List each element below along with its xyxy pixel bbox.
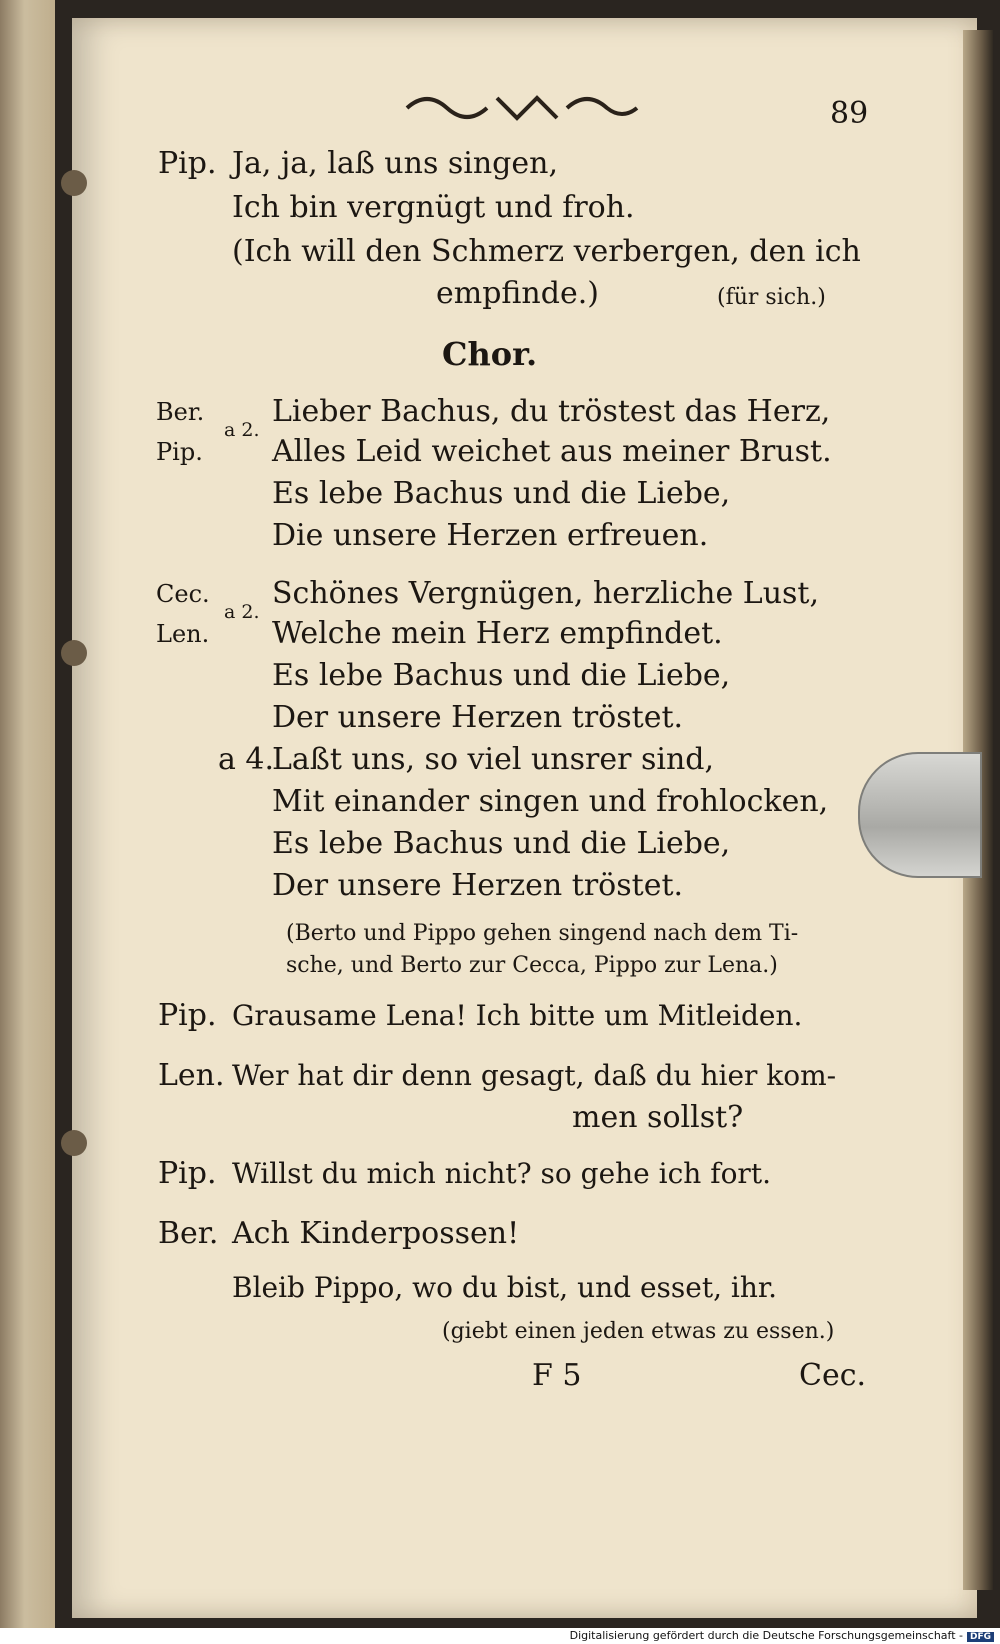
- verse-line: Die unsere Herzen erfreuen.: [272, 518, 709, 553]
- duet-mark: a 2.: [224, 419, 260, 441]
- speaker-label: Cec.: [156, 580, 210, 608]
- verse-line: Es lebe Bachus und die Liebe,: [272, 826, 731, 861]
- stage-direction: (für sich.): [717, 285, 826, 310]
- speaker-label: Pip.: [156, 438, 203, 466]
- verse-line: men sollst?: [572, 1100, 744, 1135]
- signature-mark: F 5: [532, 1358, 582, 1393]
- catchword: Cec.: [799, 1358, 867, 1393]
- binding-hole: [61, 640, 87, 666]
- verse-line: (Ich will den Schmerz verbergen, den ich: [232, 234, 861, 269]
- verse-line: Mit einander singen und frohlocken,: [272, 784, 829, 819]
- book-page: [72, 18, 977, 1618]
- verse-line: Ach Kinderpossen!: [232, 1216, 520, 1251]
- verse-line: Grausame Lena! Ich bitte um Mitleiden.: [232, 999, 803, 1032]
- speaker-label: Len.: [156, 620, 210, 648]
- stage-direction: (giebt einen jeden etwas zu essen.): [442, 1319, 835, 1344]
- speaker-label: Pip.: [158, 1156, 217, 1191]
- section-heading: Chor.: [442, 335, 538, 373]
- binding-hole: [61, 1130, 87, 1156]
- verse-line: Der unsere Herzen tröstet.: [272, 700, 684, 735]
- verse-line: Alles Leid weichet aus meiner Brust.: [272, 434, 832, 469]
- speaker-label: Pip.: [158, 998, 217, 1033]
- verse-line: Lieber Bachus, du tröstest das Herz,: [272, 394, 831, 429]
- speaker-label: Pip.: [158, 146, 217, 181]
- ensemble-mark: a 4.: [218, 742, 275, 777]
- speaker-label: Len.: [158, 1058, 225, 1093]
- ornament-icon: [402, 90, 642, 126]
- verse-line: Der unsere Herzen tröstet.: [272, 868, 684, 903]
- dfg-logo: DFG: [967, 1632, 994, 1642]
- verse-line: Welche mein Herz empfindet.: [272, 616, 723, 651]
- verse-line: Es lebe Bachus und die Liebe,: [272, 476, 731, 511]
- speaker-label: Ber.: [156, 398, 205, 426]
- verse-line: Schönes Vergnügen, herzliche Lust,: [272, 576, 820, 611]
- verse-line: empfinde.): [436, 276, 599, 311]
- left-page-edge: [0, 0, 55, 1630]
- duet-mark: a 2.: [224, 601, 260, 623]
- stage-direction: (Berto und Pippo gehen singend nach dem Ti-: [286, 921, 799, 946]
- page-clip: [858, 752, 982, 878]
- verse-line: Willst du mich nicht? so gehe ich fort.: [232, 1157, 771, 1190]
- speaker-label: Ber.: [158, 1216, 219, 1251]
- footer-text: Digitalisierung gefördert durch die Deutsche Forschungsgemeinschaft -: [569, 1629, 963, 1642]
- verse-line: Es lebe Bachus und die Liebe,: [272, 658, 731, 693]
- verse-line: Ich bin vergnügt und froh.: [232, 190, 635, 225]
- verse-line: Laßt uns, so viel unsrer sind,: [272, 742, 715, 777]
- binding-hole: [61, 170, 87, 196]
- footer-credit: [570, 1629, 994, 1642]
- verse-line: Ja, ja, laß uns singen,: [232, 146, 559, 181]
- verse-line: Wer hat dir denn gesagt, daß du hier kom-: [232, 1059, 837, 1092]
- page-number: 89: [830, 96, 869, 131]
- stage-direction: sche, und Berto zur Cecca, Pippo zur Lena.): [286, 953, 778, 978]
- verse-line: Bleib Pippo, wo du bist, und esset, ihr.: [232, 1271, 778, 1304]
